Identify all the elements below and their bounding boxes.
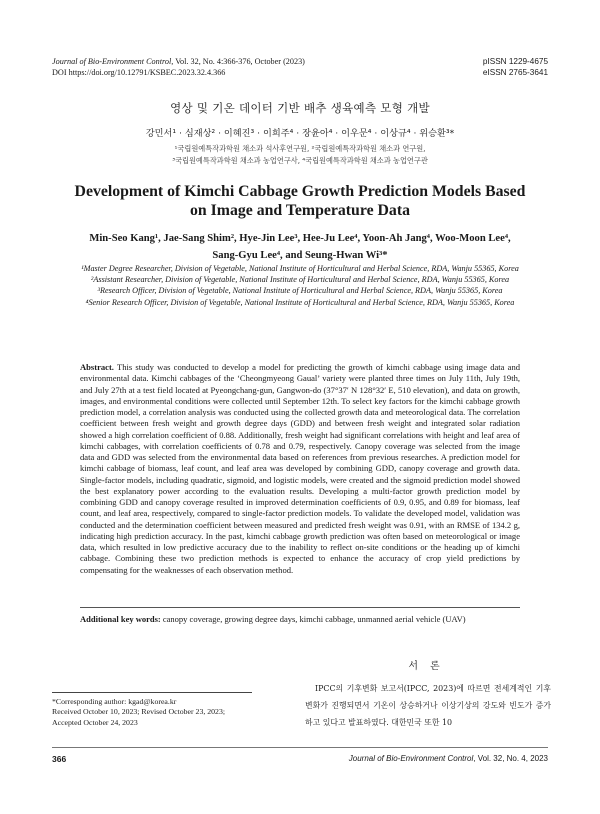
footer-volume-info: , Vol. 32, No. 4, 2023 bbox=[473, 754, 548, 763]
korean-affiliation-line-1: ¹국립원예특작과학원 채소과 석사후연구원, ²국립원예특작과학원 채소과 연구원, bbox=[174, 144, 426, 153]
footnote bbox=[52, 697, 282, 728]
abstract-label: Abstract. bbox=[80, 362, 114, 372]
affiliation-3: ³Research Officer, Division of Vegetable, National Institute of Horticultural and Herbal Science, RDA, Wanju 55365, Korea bbox=[97, 286, 503, 296]
header-volume-info: , Vol. 32, No. 4:366-376, October (2023) bbox=[171, 57, 305, 66]
korean-title: 영상 및 기온 데이터 기반 배추 생육예측 모형 개발 bbox=[170, 101, 430, 115]
abstract bbox=[80, 362, 520, 576]
english-authors-line-2: Sang-Gyu Lee⁴, and Seung-Hwan Wi³* bbox=[212, 250, 388, 261]
page-number: 366 bbox=[52, 754, 67, 764]
header-citation bbox=[52, 56, 305, 78]
footnote-divider bbox=[52, 692, 252, 693]
english-title-line-2: on Image and Temperature Data bbox=[190, 202, 410, 219]
english-title-line-1: Development of Kimchi Cabbage Growth Prediction Models Based bbox=[74, 183, 526, 200]
korean-authors: 강민서¹ · 심재상² · 이혜진³ · 이희주⁴ · 장윤아⁴ · 이우문⁴ · 이상규⁴ · 위승환³* bbox=[145, 128, 455, 139]
introduction-text: IPCC의 기후변화 보고서(IPCC, 2023)에 따르면 전세계적인 기후변화가 진행되면서 기온이 상승하거나 이상기상의 강도와 빈도가 증가하고 있다고 발표하였다. 대한민국 또한 10 bbox=[305, 684, 551, 727]
affiliation-1: ¹Master Degree Researcher, Division of Vegetable, National Institute of Horticultural and Herbal Science, RDA, Wanju 55365, Korea bbox=[81, 264, 519, 273]
keywords-label: Additional key words: bbox=[80, 614, 161, 624]
english-affiliations bbox=[58, 263, 542, 308]
section-heading-introduction: 서론 bbox=[408, 661, 452, 672]
affiliation-2: ²Assistant Researcher, Division of Vegetable, National Institute of Horticultural and Herbal Science, RDA, Wanju 55365, Korea bbox=[90, 275, 510, 285]
header-issn bbox=[483, 56, 548, 78]
footer-journal bbox=[349, 754, 548, 763]
abstract-text: This study was conducted to develop a model for predicting the growth of kimchi cabbage using image data and environmental data. Kimchi cabbages of the ‘Cheongmyeong Gaual’ variety were planted three times on July 11th, July 19th, and July 27th at a test field located at Pyeongchang-gun, Gangwon-do (37°37′ N 128°32′ E, 510 elevation), and data on growth, images, and environmental conditions were collected until September 12th. To select key factors for the kimchi cabbage growth prediction model, a correlation analysis was conducted using the collected growth data and meteorological data. The correlation coefficient between fresh weight and growth degree days (GDD) and between fresh weight and integrated solar radiation showed a high correlation coefficient of 0.88. Additionally, fresh weight had significant correlations with height and leaf area of kimchi cabbages, with correlation coefficients of 0.78 and 0.79, respectively. Canopy coverage was selected from the image data and GDD was selected from the environmental data based on references from previous researches. A prediction model for kimchi cabbage of biomass, leaf count, and leaf area was developed by combining GDD, canopy coverage and growth data. Single-factor models, including quadratic, sigmoid, and logistic models, were created and the sigmoid prediction model showed the best explanatory power according to the evaluation results. Developing a multi-factor growth prediction model by combining GDD and canopy coverage resulted in improved determination coefficients of 0.9, 0.95, and 0.89 for biomass, leaf count, and leaf area, respectively, compared to single-factor prediction models. To validate the developed model, validation was conducted and the determination coefficient between measured and predicted fresh weight was 0.91, with an RMSE of 134.2 g, indicating high prediction accuracy. In the past, kimchi cabbage growth prediction was often based on meteorological or image data, which resulted in low predictive accuracy due to the inability to reflect on-site conditions or the heading up of kimchi cabbage. Combining these two prediction methods is expected to enhance the accuracy of crop yield predictions by compensating for the weaknesses of each observation method. bbox=[80, 362, 520, 575]
abstract-divider bbox=[80, 607, 520, 608]
header-eissn: eISSN 2765-3641 bbox=[482, 68, 548, 77]
footer-journal-name: Journal of Bio-Environment Control bbox=[348, 754, 474, 763]
header-journal-name: Journal of Bio-Environment Control bbox=[52, 57, 172, 66]
keywords-text: canopy coverage, growing degree days, kimchi cabbage, unmanned aerial vehicle (UAV) bbox=[162, 614, 466, 624]
header-doi-link[interactable]: DOI https://doi.org/10.12791/KSBEC.2023.32.4.366 bbox=[52, 68, 226, 77]
korean-affiliation-line-2: ³국립원예특작과학원 채소과 농업연구사, ⁴국립원예특작과학원 채소과 농업연구관 bbox=[172, 156, 428, 165]
received-revised-dates: Received October 10, 2023; Revised October 23, 2023; bbox=[52, 707, 226, 717]
header-pissn: pISSN 1229-4675 bbox=[482, 57, 548, 66]
affiliation-4: ⁴Senior Research Officer, Division of Vegetable, National Institute of Horticultural and Herbal Science, RDA, Wanju 55365, Korea bbox=[85, 297, 515, 307]
english-title bbox=[0, 182, 600, 220]
footer-divider bbox=[52, 747, 548, 748]
english-authors bbox=[0, 230, 600, 264]
corresponding-author: *Corresponding author: kgad@korea.kr bbox=[52, 697, 177, 706]
accepted-date: Accepted October 24, 2023 bbox=[52, 717, 138, 727]
english-authors-line-1: Min-Seo Kang¹, Jae-Sang Shim², Hye-Jin Lee³, Hee-Ju Lee⁴, Yoon-Ah Jang⁴, Woo-Moon Lee⁴, bbox=[89, 233, 511, 244]
keywords bbox=[80, 614, 520, 624]
